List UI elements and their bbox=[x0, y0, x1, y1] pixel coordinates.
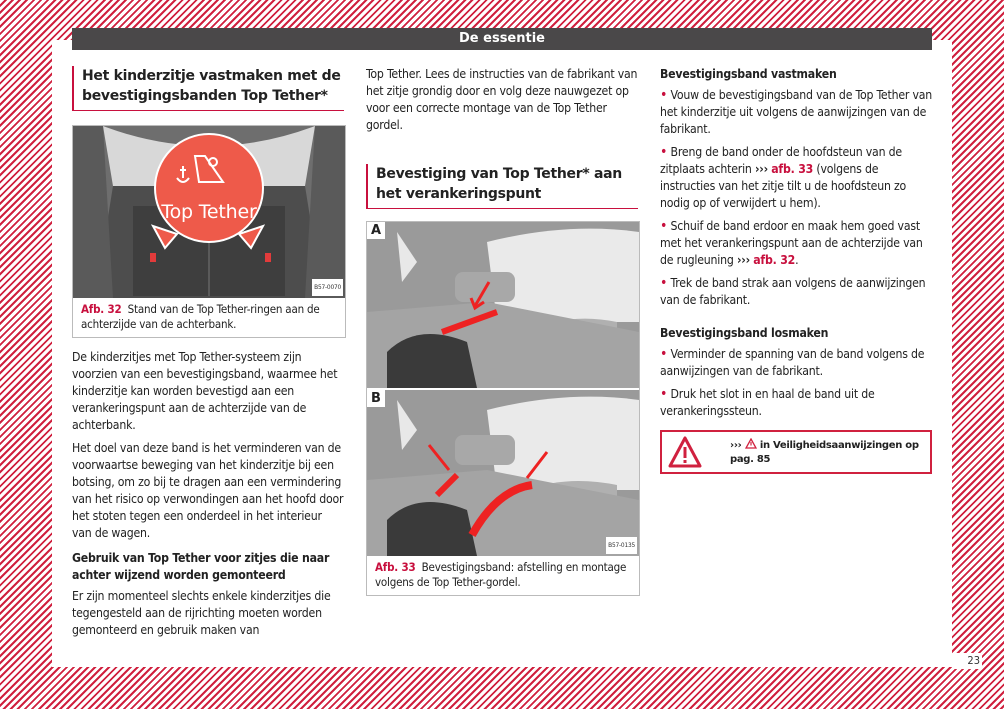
subsection-title: Gebruik van Top Tether voor zitjes die naar achter wijzend worden gemonteerd bbox=[72, 551, 330, 582]
bullet-icon: • bbox=[660, 346, 668, 362]
caption-text: Bevestigingsband: afstelling en montage volgens de Top Tether-gordel. bbox=[375, 560, 627, 589]
seat-image-a bbox=[367, 222, 639, 388]
bullet-icon: • bbox=[660, 87, 668, 103]
bullet-icon: • bbox=[660, 218, 668, 234]
list-item-text: Vouw de bevestigingsband van de Top Tether van het kinderzitje uit volgens de aanwijzingen van de fabrikant. bbox=[660, 88, 933, 136]
panel-label-a: A bbox=[367, 222, 385, 239]
paragraph: De kinderzitjes met Top Tether-systeem zijn voorzien van een bevestigingsband, waarmee het kinderzitje kan worden bevestigd aan een verankeringspunt aan de achterzijde van de achterbank. bbox=[72, 350, 338, 432]
list-item bbox=[660, 87, 932, 138]
section-header: De essentie bbox=[72, 28, 932, 50]
cross-ref-arrows-icon: ››› bbox=[730, 440, 742, 451]
figure-code: B57-0070 bbox=[312, 279, 343, 296]
list-item bbox=[660, 275, 932, 309]
page-number: 23 bbox=[952, 653, 982, 669]
caption-text: Stand van de Top Tether-ringen aan de achterzijde van de achterbank. bbox=[81, 302, 320, 331]
cross-ref-arrows-icon: ››› bbox=[736, 253, 750, 267]
subsection-title: Bevestigingsband vastmaken bbox=[660, 67, 837, 81]
figure-link[interactable]: afb. 32 bbox=[753, 253, 796, 267]
section-title-left: Het kinderzitje vastmaken met de bevestigingsbanden Top Tether* bbox=[72, 66, 344, 111]
top-tether-badge-text: Top Tether bbox=[161, 201, 257, 223]
figure-label: Afb. 33 bbox=[375, 560, 416, 574]
warning-link-text[interactable]: in Veiligheidsaanwijzingen op bbox=[759, 440, 919, 451]
trunk-illustration bbox=[73, 126, 345, 298]
figure-caption bbox=[367, 556, 639, 595]
list-item-text: Breng de band onder de hoofdsteun van de zitplaats achterin bbox=[660, 145, 902, 176]
figure-label: Afb. 32 bbox=[81, 302, 122, 316]
list-item bbox=[660, 386, 932, 420]
figure-32 bbox=[72, 125, 346, 338]
list-item bbox=[660, 144, 932, 212]
bullet-icon: • bbox=[660, 144, 668, 160]
warning-page-ref[interactable]: pag. 85 bbox=[730, 454, 771, 465]
illustration-a bbox=[367, 222, 639, 388]
figure-code: B57-0135 bbox=[606, 537, 637, 554]
illustration-b bbox=[367, 388, 639, 556]
paragraph: Er zijn momenteel slechts enkele kinderzitjes die tegengesteld aan de rijrichting moeten worden gemonteerd en gebruik maken van bbox=[72, 589, 331, 637]
trunk-image bbox=[73, 126, 345, 298]
paragraph: Top Tether. Lees de instructies van de fabrikant van het zitje grondig door en volg deze nauwgezet op voor een correcte montage van de Top Tether gordel. bbox=[366, 67, 638, 132]
left-column bbox=[72, 66, 344, 645]
bullet-icon: • bbox=[660, 386, 668, 402]
panel-label-b: B bbox=[367, 390, 385, 407]
warning-text bbox=[730, 438, 919, 467]
seat-image-b bbox=[367, 390, 639, 556]
subsection-title: Bevestigingsband losmaken bbox=[660, 326, 829, 340]
paragraph: Het doel van deze band is het verminderen van de voorwaartse beweging van het kinderzitje bij een botsing, om zo bij te dragen aan een vermindering van het risico op verwondingen aan het hoofd door het stoten tegen een onderdeel in het interieur van de wagen. bbox=[72, 441, 344, 540]
bullet-icon: • bbox=[660, 275, 668, 291]
list-item-text: Trek de band strak aan volgens de aanwijzingen van de fabrikant. bbox=[660, 276, 926, 307]
middle-column bbox=[366, 66, 638, 596]
list-item-text: Schuif de band erdoor en maak hem goed vast met het verankeringspunt aan de achterzijde van de rugleuning bbox=[660, 219, 923, 267]
right-column bbox=[660, 66, 932, 474]
warning-triangle-icon bbox=[668, 436, 702, 468]
cross-ref-arrows-icon: ››› bbox=[754, 162, 768, 176]
figure-caption bbox=[73, 298, 345, 337]
warning-box[interactable] bbox=[660, 430, 932, 474]
figure-link[interactable]: afb. 33 bbox=[771, 162, 814, 176]
section-title-middle: Bevestiging van Top Tether* aan het verankeringspunt bbox=[366, 164, 638, 209]
list-item-text: Verminder de spanning van de band volgens de aanwijzingen van de fabrikant. bbox=[660, 347, 925, 378]
figure-33 bbox=[366, 221, 640, 596]
list-item bbox=[660, 346, 932, 380]
list-item-text: (volgens de instructies van het zitje tilt u de hoofdsteun zo nodig op of verwijdert u hem). bbox=[660, 162, 907, 210]
list-item bbox=[660, 218, 932, 269]
small-warning-icon bbox=[745, 438, 757, 449]
list-item-text: . bbox=[795, 253, 799, 267]
list-item-text: Druk het slot in en haal de band uit de verankeringssteun. bbox=[660, 387, 875, 418]
